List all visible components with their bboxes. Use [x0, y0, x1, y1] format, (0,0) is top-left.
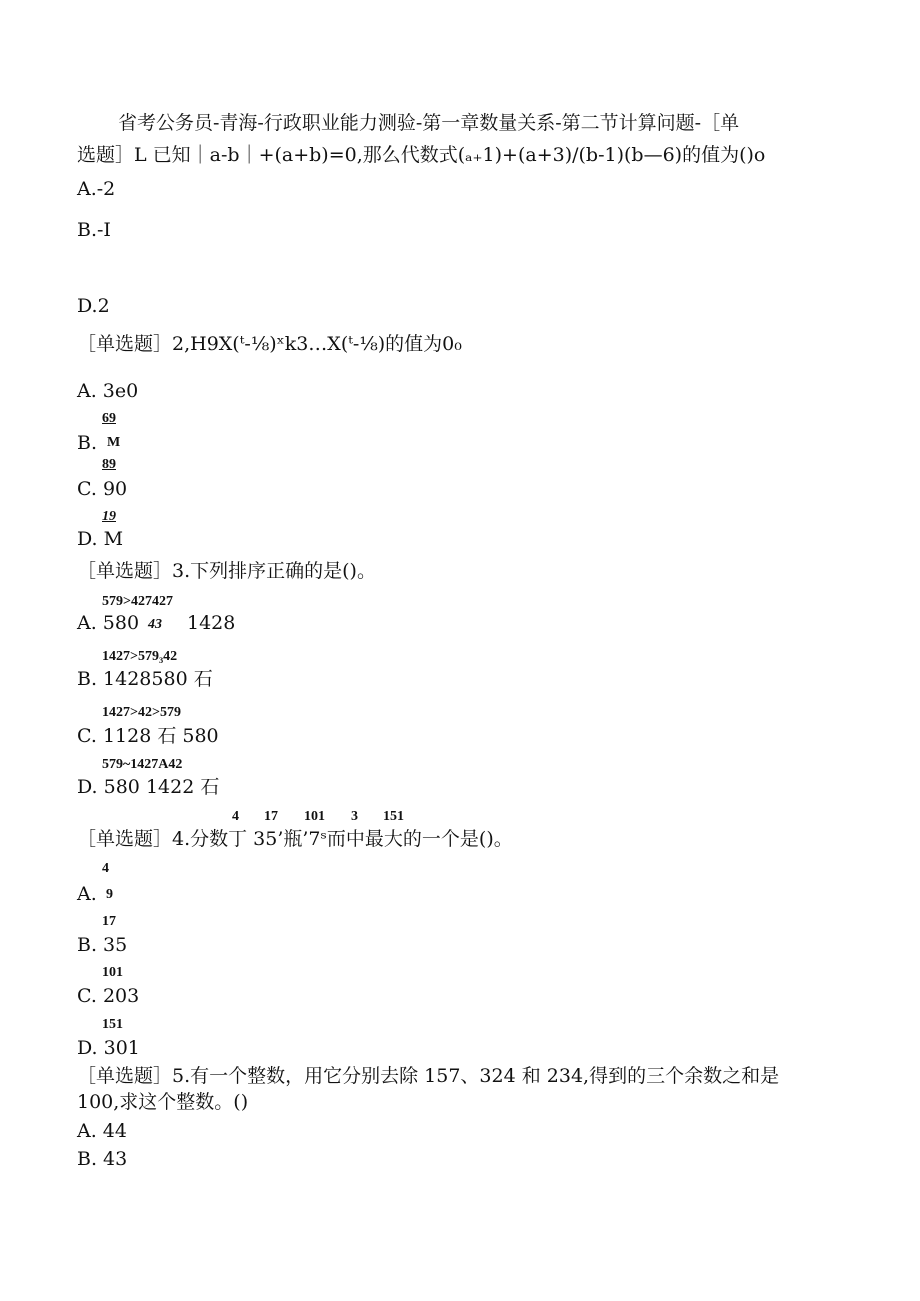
- q1-title-line1: 省考公务员-青海-行政职业能力测验-第一章数量关系-第二节计算问题-［单: [118, 112, 740, 134]
- q5-stem-line1: ［单选题］5.有一个整数，用它分别去除 157、324 和 234,得到的三个余数之和是: [77, 1065, 780, 1087]
- q3-option-d: D. 580 1422 石: [77, 776, 220, 798]
- q2-option-b-numerator: 69: [102, 411, 116, 426]
- q2-option-b: B.: [77, 432, 98, 454]
- q1-option-a: A.-2: [77, 178, 116, 200]
- q4-option-b: B. 35: [77, 934, 128, 956]
- q2-option-a: A. 3e0: [77, 380, 139, 402]
- q3-option-a-top: 579>427427: [102, 594, 173, 609]
- q1-option-d: D.2: [77, 295, 110, 317]
- q4-numerator-5: 151: [383, 809, 404, 824]
- q3-option-c-top: 1427>42>579: [102, 705, 181, 720]
- q2-option-c: C. 90: [77, 478, 128, 500]
- q3-option-a: A. 580: [77, 612, 140, 634]
- q2-stem: ［单选题］2,H9X(ᵗ-⅛)ˣk3…X(ᵗ-⅛)的值为0₀: [77, 333, 462, 355]
- q4-option-b-top: 17: [102, 914, 116, 929]
- q4-option-a: A.: [77, 883, 97, 905]
- q4-option-d-top: 151: [102, 1017, 123, 1032]
- q4-numerator-4: 3: [351, 809, 358, 824]
- q4-option-c: C. 203: [77, 985, 140, 1007]
- q4-numerator-3: 101: [304, 809, 325, 824]
- q3-stem: ［单选题］3.下列排序正确的是()。: [77, 560, 376, 582]
- q5-stem-line2: 100,求这个整数。(): [77, 1091, 249, 1113]
- q4-stem: ［单选题］4.分数丁 35’瓶’7ˢ而中最大的一个是()。: [77, 828, 513, 850]
- q5-option-b: B. 43: [77, 1148, 128, 1170]
- q5-option-a: A. 44: [77, 1120, 127, 1142]
- q1-title-line2: 选题］L 已知｜a-b｜+(a+b)=0,那么代数式(ₐ₊1)+(a+3)/(b-1)(b—6)的值为()o: [77, 144, 766, 166]
- q3-option-a-tail: 1428: [187, 612, 236, 634]
- q3-option-b: B. 1428580 石: [77, 668, 213, 690]
- q2-option-c-numerator: 89: [102, 457, 116, 472]
- q3-option-d-top: 579~1427A42: [102, 757, 183, 772]
- q2-option-d-numerator: 19: [102, 509, 116, 524]
- q2-option-b-denominator: M: [107, 435, 121, 450]
- q4-numerator-1: 4: [232, 809, 239, 824]
- q3-option-b-top: 1427>579₃42: [102, 649, 178, 664]
- q3-option-a-mid: 43: [148, 617, 162, 632]
- q4-option-d: D. 301: [77, 1037, 140, 1059]
- q4-option-a-top: 4: [102, 861, 109, 876]
- q4-numerator-2: 17: [264, 809, 278, 824]
- q4-option-c-top: 101: [102, 965, 123, 980]
- q2-option-d: D. M: [77, 528, 124, 550]
- q4-option-a-value: 9: [106, 887, 113, 902]
- q1-option-b: B.-I: [77, 219, 111, 241]
- q3-option-c: C. 1128 石 580: [77, 725, 219, 747]
